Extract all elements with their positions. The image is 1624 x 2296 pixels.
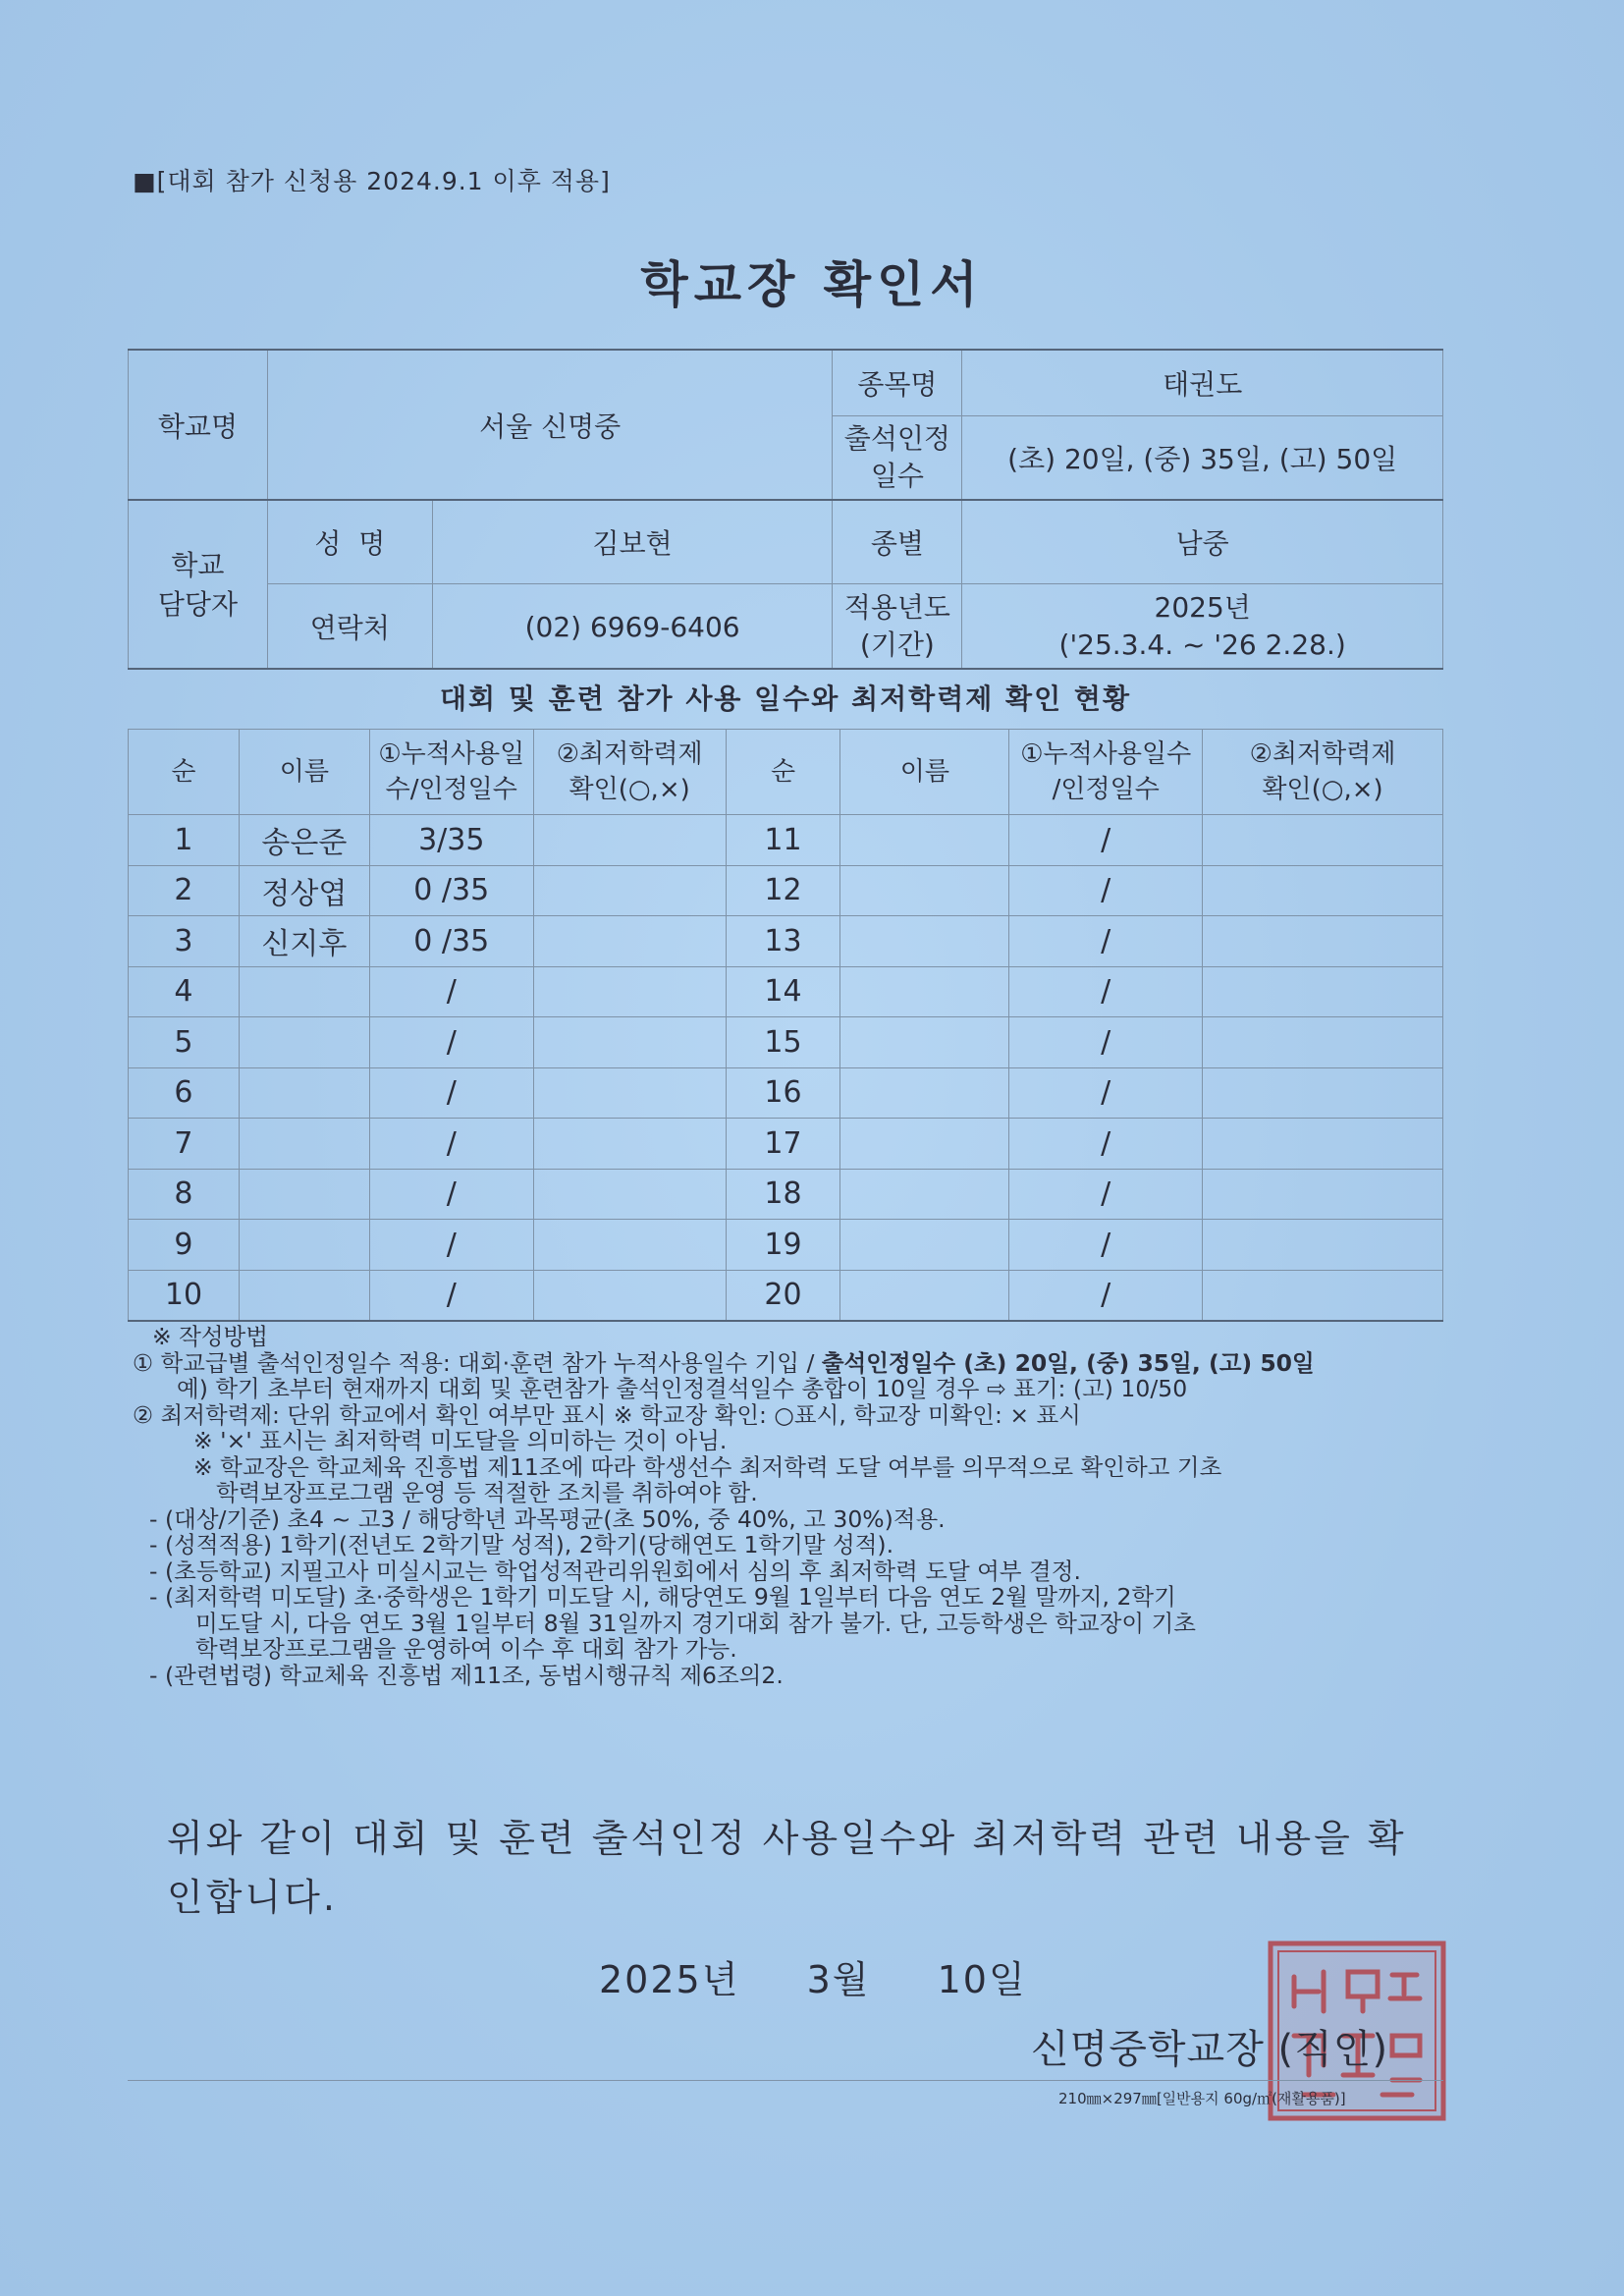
sport-label: 종목명 bbox=[833, 350, 962, 416]
note-4-cont: 학력보장프로그램 운영 등 적절한 조치를 취하여야 함. bbox=[216, 1479, 758, 1506]
used-days: / bbox=[369, 1220, 533, 1271]
col-check-header-right-l1: ②최저학력제 bbox=[1249, 739, 1396, 769]
manager-name: 김보현 bbox=[432, 500, 833, 584]
note-9: - (관련법령) 학교체육 진흥법 제11조, 동법시행규칙 제6조의2. bbox=[149, 1661, 784, 1689]
min-academic-check bbox=[1203, 1067, 1443, 1119]
col-name-header: 이름 bbox=[239, 730, 369, 815]
col-no-header-right: 순 bbox=[726, 730, 840, 815]
row-no: 10 bbox=[129, 1270, 240, 1321]
row-no: 17 bbox=[726, 1119, 840, 1170]
roster-table bbox=[128, 729, 1443, 1322]
used-days: / bbox=[369, 1119, 533, 1170]
student-name bbox=[840, 1119, 1009, 1170]
row-no: 4 bbox=[129, 966, 240, 1017]
principal-signature: 신명중학교장 (직인) bbox=[1031, 2027, 1389, 2072]
form-usage-note: ■[대회 참가 신청용 2024.9.1 이후 적용] bbox=[133, 167, 611, 195]
table-row bbox=[129, 1220, 1443, 1271]
student-name: 송은준 bbox=[239, 815, 369, 866]
note-1-text: ① 학교급별 출석인정일수 적용: 대회·훈련 참가 누적사용일수 기입 / bbox=[133, 1348, 822, 1377]
min-academic-check bbox=[533, 1119, 726, 1170]
min-academic-check bbox=[1203, 1169, 1443, 1220]
note-1-emphasis: 출석인정일수 (초) 20일, (중) 35일, (고) 50일 bbox=[821, 1348, 1315, 1377]
student-name bbox=[239, 1119, 369, 1170]
school-name-label: 학교명 bbox=[129, 350, 268, 500]
category-label: 종별 bbox=[833, 500, 962, 584]
col-days-header-right-l1: ①누적사용일수 bbox=[1020, 739, 1192, 769]
min-academic-check bbox=[533, 1220, 726, 1271]
col-days-header-l1: ①누적사용일 bbox=[378, 739, 525, 769]
min-academic-check bbox=[533, 1169, 726, 1220]
sport-value: 태권도 bbox=[962, 350, 1443, 416]
year-value: 2025년 bbox=[1154, 591, 1251, 624]
student-name bbox=[840, 815, 1009, 866]
col-check-header-right bbox=[1203, 730, 1443, 815]
used-days: 0 /35 bbox=[369, 916, 533, 967]
used-days: / bbox=[369, 1017, 533, 1068]
attendance-label-line2: 일수 bbox=[870, 460, 924, 492]
student-name bbox=[239, 1220, 369, 1271]
year-value-cell bbox=[962, 584, 1443, 670]
row-no: 2 bbox=[129, 865, 240, 916]
table-row bbox=[129, 1169, 1443, 1220]
row-no: 13 bbox=[726, 916, 840, 967]
used-days: / bbox=[1009, 1067, 1203, 1119]
category-value: 남중 bbox=[962, 500, 1443, 584]
note-6: - (성적적용) 1학기(전년도 2학기말 성적), 2학기(당해연도 1학기말 성적). bbox=[149, 1531, 894, 1558]
confirmation-statement: 위와 같이 대회 및 훈련 출석인정 사용일수와 최저학력 관련 내용을 확인합니다. bbox=[167, 1817, 1407, 1919]
note-8: - (최저학력 미도달) 초·중학생은 1학기 미도달 시, 해당연도 9월 1일부터 다음 연도 2월 말까지, 2학기 bbox=[149, 1583, 1176, 1611]
min-academic-check bbox=[533, 815, 726, 866]
min-academic-check bbox=[533, 966, 726, 1017]
attendance-label-line1: 출석인정 bbox=[843, 422, 950, 455]
table-row bbox=[129, 916, 1443, 967]
attendance-label bbox=[833, 416, 962, 501]
min-academic-check bbox=[1203, 966, 1443, 1017]
col-days-header-right-l2: /인정일수 bbox=[1052, 775, 1160, 804]
student-name bbox=[840, 1270, 1009, 1321]
used-days: / bbox=[1009, 815, 1203, 866]
contact-label: 연락처 bbox=[267, 584, 432, 670]
min-academic-check bbox=[533, 916, 726, 967]
note-2: ② 최저학력제: 단위 학교에서 확인 여부만 표시 ※ 학교장 확인: ○표시, 학교장 미확인: × 표시 bbox=[133, 1400, 1081, 1429]
row-no: 15 bbox=[726, 1017, 840, 1068]
col-days-header-right bbox=[1009, 730, 1203, 815]
note-4: ※ 학교장은 학교체육 진흥법 제11조에 따라 학생선수 최저학력 도달 여부를 의무적으로 확인하고 기초 bbox=[193, 1452, 1222, 1481]
row-no: 1 bbox=[129, 815, 240, 866]
note-5: - (대상/기준) 초4 ~ 고3 / 해당학년 과목평균(초 50%, 중 40%, 고 30%)적용. bbox=[149, 1504, 946, 1533]
used-days: / bbox=[369, 966, 533, 1017]
used-days: / bbox=[1009, 1119, 1203, 1170]
table-row bbox=[129, 815, 1443, 866]
min-academic-check bbox=[1203, 1119, 1443, 1170]
student-name bbox=[239, 1067, 369, 1119]
student-name bbox=[840, 1169, 1009, 1220]
used-days: / bbox=[1009, 1220, 1203, 1271]
issue-date: 2025년 3월 10일 bbox=[599, 1958, 1027, 2001]
col-days-header bbox=[369, 730, 533, 815]
student-name bbox=[840, 966, 1009, 1017]
manager-label-line1: 학교 bbox=[171, 548, 225, 581]
document-title: 학교장 확인서 bbox=[640, 256, 984, 313]
row-no: 19 bbox=[726, 1220, 840, 1271]
year-label-line2: (기간) bbox=[859, 629, 935, 661]
min-academic-check bbox=[1203, 815, 1443, 866]
table-row bbox=[129, 1119, 1443, 1170]
min-academic-check bbox=[1203, 1270, 1443, 1321]
used-days: / bbox=[1009, 916, 1203, 967]
row-no: 18 bbox=[726, 1169, 840, 1220]
student-name bbox=[840, 865, 1009, 916]
row-no: 16 bbox=[726, 1067, 840, 1119]
min-academic-check bbox=[533, 1067, 726, 1119]
min-academic-check bbox=[1203, 1017, 1443, 1068]
row-no: 14 bbox=[726, 966, 840, 1017]
min-academic-check bbox=[533, 865, 726, 916]
col-no-header: 순 bbox=[129, 730, 240, 815]
student-name bbox=[239, 1169, 369, 1220]
col-check-header-l2: 확인(○,×) bbox=[568, 775, 690, 804]
used-days: 3/35 bbox=[369, 815, 533, 866]
used-days: / bbox=[1009, 966, 1203, 1017]
used-days: / bbox=[369, 1270, 533, 1321]
student-name: 정상엽 bbox=[239, 865, 369, 916]
used-days: / bbox=[369, 1067, 533, 1119]
note-8-cont1: 미도달 시, 다음 연도 3월 1일부터 8월 31일까지 경기대회 참가 불가. 단, 고등학생은 학교장이 기초 bbox=[195, 1609, 1196, 1637]
col-check-header-l1: ②최저학력제 bbox=[556, 739, 703, 769]
row-no: 12 bbox=[726, 865, 840, 916]
student-name: 신지후 bbox=[239, 916, 369, 967]
used-days: 0 /35 bbox=[369, 865, 533, 916]
used-days: / bbox=[369, 1169, 533, 1220]
table-row bbox=[129, 1067, 1443, 1119]
student-name bbox=[840, 916, 1009, 967]
row-no: 20 bbox=[726, 1270, 840, 1321]
info-table bbox=[128, 349, 1443, 670]
paper-spec-footnote: 210㎜×297㎜[일반용지 60g/㎡(재활용품)] bbox=[1058, 2090, 1346, 2107]
row-no: 11 bbox=[726, 815, 840, 866]
row-no: 7 bbox=[129, 1119, 240, 1170]
note-3: ※ '×' 표시는 최저학력 미도달을 의미하는 것이 아님. bbox=[193, 1427, 728, 1454]
student-name bbox=[840, 1220, 1009, 1271]
row-no: 5 bbox=[129, 1017, 240, 1068]
note-1 bbox=[133, 1350, 1448, 1377]
student-name bbox=[239, 966, 369, 1017]
row-no: 3 bbox=[129, 916, 240, 967]
student-name bbox=[239, 1270, 369, 1321]
student-name bbox=[840, 1017, 1009, 1068]
year-label-line1: 적용년도 bbox=[843, 591, 950, 624]
section-title: 대회 및 훈련 참가 사용 일수와 최저학력제 확인 현황 bbox=[128, 668, 1443, 730]
used-days: / bbox=[1009, 865, 1203, 916]
min-academic-check bbox=[1203, 1220, 1443, 1271]
note-1-example: 예) 학기 초부터 현재까지 대회 및 훈련참가 출석인정결석일수 총합이 10일 경우 ⇨ 표기: (고) 10/50 bbox=[177, 1375, 1188, 1402]
contact-value: (02) 6969-6406 bbox=[432, 584, 833, 670]
used-days: / bbox=[1009, 1017, 1203, 1068]
student-name bbox=[239, 1017, 369, 1068]
min-academic-check bbox=[1203, 865, 1443, 916]
table-row bbox=[129, 1270, 1443, 1321]
manager-label-line2: 담당자 bbox=[157, 587, 239, 621]
footer-divider bbox=[128, 2080, 1443, 2081]
used-days: / bbox=[1009, 1169, 1203, 1220]
col-name-header-right: 이름 bbox=[840, 730, 1009, 815]
table-row bbox=[129, 1017, 1443, 1068]
manager-label bbox=[129, 500, 268, 670]
notes-heading: ※ 작성방법 bbox=[152, 1323, 268, 1350]
name-label: 성 명 bbox=[267, 500, 432, 584]
min-academic-check bbox=[1203, 916, 1443, 967]
year-label bbox=[833, 584, 962, 670]
table-row bbox=[129, 865, 1443, 916]
writing-instructions bbox=[133, 1324, 1448, 1688]
note-8-cont2: 학력보장프로그램을 운영하여 이수 후 대회 참가 가능. bbox=[195, 1635, 737, 1663]
min-academic-check bbox=[533, 1270, 726, 1321]
student-name bbox=[840, 1067, 1009, 1119]
col-check-header-right-l2: 확인(○,×) bbox=[1262, 775, 1383, 804]
row-no: 8 bbox=[129, 1169, 240, 1220]
used-days: / bbox=[1009, 1270, 1203, 1321]
table-row bbox=[129, 966, 1443, 1017]
attendance-value: (초) 20일, (중) 35일, (고) 50일 bbox=[962, 416, 1443, 501]
row-no: 6 bbox=[129, 1067, 240, 1119]
roster-header-row bbox=[129, 730, 1443, 815]
col-days-header-l2: 수/인정일수 bbox=[385, 775, 517, 804]
period-value: ('25.3.4. ~ '26 2.28.) bbox=[1058, 629, 1346, 661]
school-name: 서울 신명중 bbox=[267, 350, 833, 500]
col-check-header bbox=[533, 730, 726, 815]
note-7: - (초등학교) 지필고사 미실시교는 학업성적관리위원회에서 심의 후 최저학력 도달 여부 결정. bbox=[149, 1557, 1081, 1585]
row-no: 9 bbox=[129, 1220, 240, 1271]
min-academic-check bbox=[533, 1017, 726, 1068]
